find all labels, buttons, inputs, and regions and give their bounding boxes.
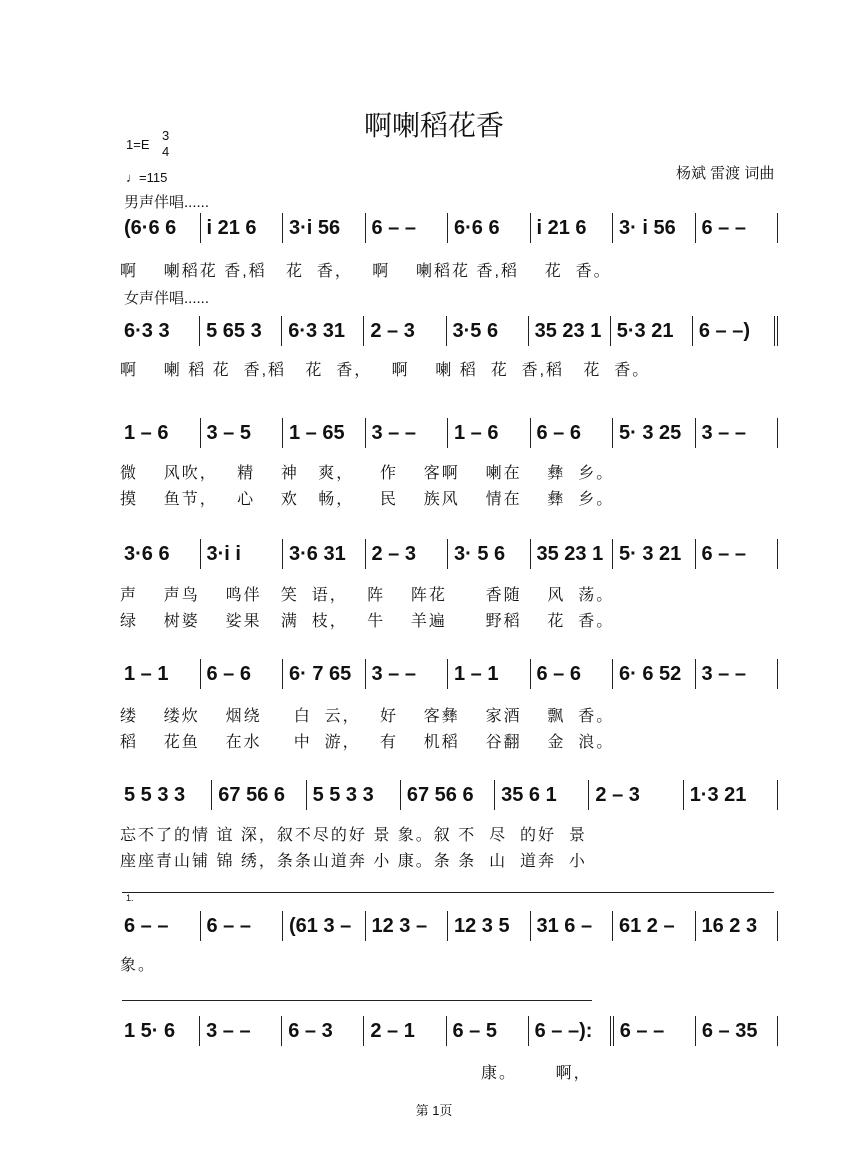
measure: 35 6 1	[495, 780, 589, 810]
measure: 6 – –	[696, 539, 779, 569]
measure: 2 – 3	[589, 780, 683, 810]
notation-system	[118, 212, 778, 244]
measure: 6 – –	[201, 911, 284, 941]
composer-credit: 杨斌 雷渡 词曲	[676, 165, 775, 182]
measure: 3 – –	[200, 1016, 282, 1046]
measure: 2 – 1	[364, 1016, 446, 1046]
measure: 6 – 6	[531, 418, 614, 448]
measure: 1 – 1	[118, 659, 201, 689]
measure: 5 5 3 3	[118, 780, 212, 810]
measure: 61 2 –	[613, 911, 696, 941]
measure: 67 56 6	[401, 780, 495, 810]
measure: 16 2 3	[696, 911, 779, 941]
measure: 3·6 6	[118, 539, 201, 569]
measure: 2 – 3	[364, 316, 446, 346]
time-signature	[162, 128, 169, 160]
lyric-line: 声 声鸟 鸣伴 笑 语， 阵 阵花 香随 风 荡。	[120, 587, 615, 604]
lyric-line: 缕 缕炊 烟绕 白 云， 好 客彝 家酒 飘 香。	[120, 708, 615, 725]
notation-system	[118, 538, 778, 570]
volta-bracket-line	[122, 1000, 592, 1001]
tempo-value: =115	[139, 170, 168, 185]
section-male-chorus: 男声伴唱......	[124, 194, 210, 211]
measure: 31 6 –	[531, 911, 614, 941]
measure: 6 – 3	[282, 1016, 364, 1046]
measure: 6 – 5	[447, 1016, 529, 1046]
lyric-line: 微 风吹， 精 神 爽， 作 客啊 喇在 彝 乡。	[120, 465, 615, 482]
notation-system	[118, 658, 778, 690]
measure: 6· 7 65	[283, 659, 366, 689]
measure: 3·i 56	[283, 213, 366, 243]
measure: 1·3 21	[684, 780, 778, 810]
section-female-chorus: 女声伴唱......	[124, 290, 210, 307]
time-sig-bottom: 4	[162, 144, 170, 159]
measure: 3 – –	[696, 659, 779, 689]
measure: 3 – –	[366, 418, 449, 448]
measure: 3 – –	[696, 418, 779, 448]
measure: 3·6 31	[283, 539, 366, 569]
lyric-line: 啊 喇稻花 香,稻 花 香， 啊 喇稻花 香,稻 花 香。	[120, 263, 612, 280]
lyric-line: 象。	[120, 957, 157, 974]
measure: 6 – –	[366, 213, 449, 243]
measure: i 21 6	[201, 213, 284, 243]
tempo-marking	[126, 170, 167, 185]
volta-number: 1.	[126, 893, 134, 903]
lyric-line: 座座青山铺 锦 绣，条条山道奔 小 康。条 条 山 道奔 小	[120, 853, 587, 870]
measure: 1 – 6	[448, 418, 531, 448]
measure: (6·6 6	[118, 213, 201, 243]
time-sig-top: 3	[162, 128, 170, 143]
measure: 3·i i	[201, 539, 284, 569]
measure: 6 – –):	[529, 1016, 614, 1046]
measure: 5· 3 25	[613, 418, 696, 448]
measure: 2 – 3	[366, 539, 449, 569]
measure: 5 65 3	[200, 316, 282, 346]
measure: 35 23 1	[531, 539, 614, 569]
measure: 5· 3 21	[613, 539, 696, 569]
measure: 6 – –	[614, 1016, 696, 1046]
measure: 5·3 21	[611, 316, 693, 346]
measure: 6 – 35	[696, 1016, 778, 1046]
measure: 3· i 56	[613, 213, 696, 243]
notation-system	[118, 315, 778, 347]
notation-system	[118, 1015, 778, 1047]
lyric-line: 啊 喇 稻 花 香,稻 花 香， 啊 喇 稻 花 香,稻 花 香。	[120, 362, 651, 379]
volta-bracket	[122, 892, 774, 903]
measure: 1 5· 6	[118, 1016, 200, 1046]
measure: 1 – 6	[118, 418, 201, 448]
measure: 67 56 6	[212, 780, 306, 810]
notation-system	[118, 910, 778, 942]
measure: 6 – –)	[693, 316, 778, 346]
measure: 35 23 1	[529, 316, 611, 346]
measure: 5 5 3 3	[307, 780, 401, 810]
measure: i 21 6	[531, 213, 614, 243]
measure: 3·5 6	[447, 316, 529, 346]
measure: 6 – –	[696, 213, 779, 243]
measure: 6 – 6	[201, 659, 284, 689]
measure: 6 – 6	[531, 659, 614, 689]
measure: 6·6 6	[448, 213, 531, 243]
measure: 6 – –	[118, 911, 201, 941]
notation-system	[118, 779, 778, 811]
lyric-line: 绿 树婆 娑果 满 枝， 牛 羊遍 野稻 花 香。	[120, 613, 615, 630]
measure: 12 3 –	[366, 911, 449, 941]
measure: 6·3 31	[282, 316, 364, 346]
measure: 3 – 5	[201, 418, 284, 448]
measure: 3 – –	[366, 659, 449, 689]
measure: 1 – 1	[448, 659, 531, 689]
page-number: 第 1页	[415, 1103, 453, 1118]
measure: 12 3 5	[448, 911, 531, 941]
lyric-line: 稻 花鱼 在水 中 游， 有 机稻 谷翻 金 浪。	[120, 734, 615, 751]
measure: 1 – 65	[283, 418, 366, 448]
key-signature: 1=E	[126, 137, 150, 152]
song-title: 啊喇稻花香	[363, 109, 504, 142]
quarter-note-icon: ♩	[126, 170, 139, 185]
measure: 3· 5 6	[448, 539, 531, 569]
measure: 6·3 3	[118, 316, 200, 346]
lyric-line: 摸 鱼节， 心 欢 畅， 民 族风 情在 彝 乡。	[120, 491, 615, 508]
measure: 6· 6 52	[613, 659, 696, 689]
lyric-line: 康。 啊，	[120, 1065, 592, 1082]
notation-system	[118, 417, 778, 449]
measure: (61 3 –	[283, 911, 366, 941]
lyric-line: 忘不了的情 谊 深，叙不尽的好 景 象。叙 不 尽 的好 景	[120, 827, 587, 844]
